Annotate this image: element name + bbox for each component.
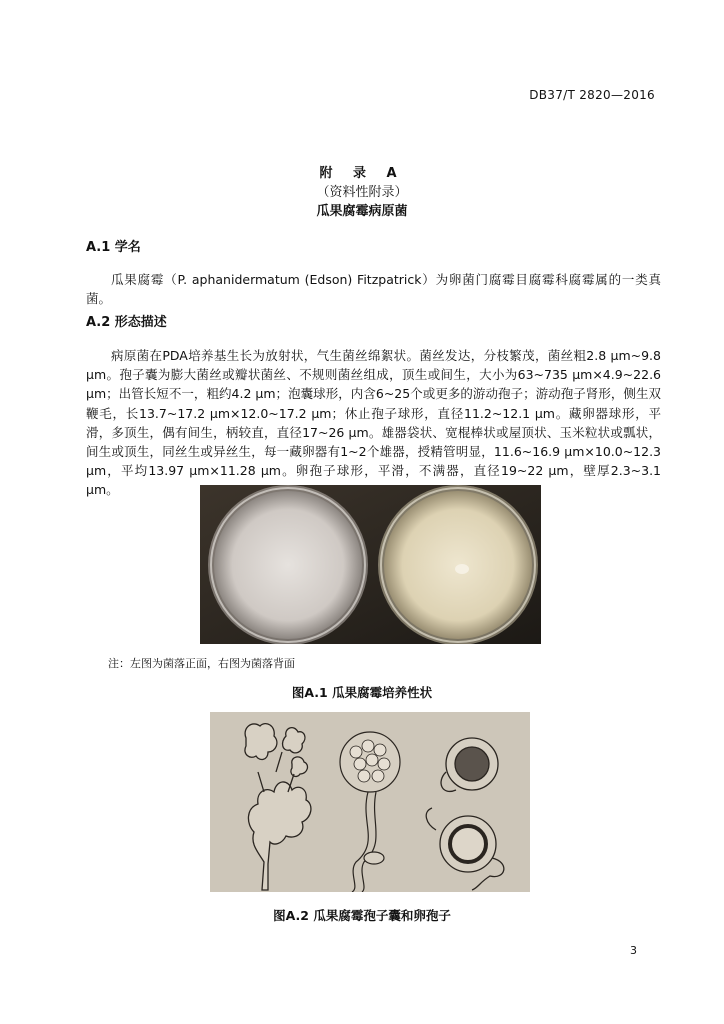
culture-photo — [200, 485, 541, 644]
page-number: 3 — [630, 944, 637, 957]
document-code: DB37/T 2820—2016 — [529, 88, 655, 102]
section-a1-paragraph — [86, 270, 661, 308]
sporangia-illustration — [210, 712, 530, 892]
appendix-subtitle: （资料性附录） — [316, 185, 408, 200]
paragraph-text: 瓜果腐霉（P. aphanidermatum (Edson) Fitzpatrick）为卵菌门腐霉目腐霉科腐霉属的一类真菌。 — [86, 272, 661, 307]
appendix-name: 瓜果腐霉病原菌 — [316, 204, 408, 219]
figure-a2-caption: 图A.2 瓜果腐霉孢子囊和卵孢子 — [273, 908, 451, 923]
paragraph-text: 病原菌在PDA培养基生长为放射状，气生菌丝绵絮状。菌丝发达，分枝繁茂，菌丝粗2.8 μm~9.8 μm。孢子囊为膨大菌丝或瓣状菌丝、不规则菌丝组成，顶生或间生，大小为63~735 μm×4.9~22.6 μm；出管长短不一，粗约4.2 μm；泡囊球形，内含6~25个或更多的游动孢子；游动孢子肾形，侧生双鞭毛，长13.7~17.2 μm×12.0~17.2 μm；休止孢子球形，直径11.2~12.1 μm。藏卵器球形，平滑，多顶生，偶有间生，柄较直，直径17~26 μm。雄器袋状、宽棍棒状或屋顶状、玉米粒状或瓢状，间生或顶生，同丝生或异丝生，每一藏卵器有1~2个雄器，授精管明显，11.6~16.9 μm×10.0~12.3 μm，平均13.97 μm×11.28 μm。卵孢子球形，平滑，不满器，直径19~22 μm，壁厚2.3~3.1 μm。 — [86, 348, 661, 498]
appendix-title: 附 录 A — [319, 166, 405, 181]
sporangia-drawing — [210, 712, 530, 892]
section-a2-paragraph — [86, 346, 661, 500]
section-heading-a1: A.1 学名 — [86, 240, 141, 255]
figure-a1-caption: 图A.1 瓜果腐霉培养性状 — [291, 685, 433, 700]
section-heading-a2: A.2 形态描述 — [86, 315, 167, 330]
petri-dishes-image — [200, 485, 541, 644]
figure-note: 注：左图为菌落正面，右图为菌落背面 — [108, 657, 295, 670]
